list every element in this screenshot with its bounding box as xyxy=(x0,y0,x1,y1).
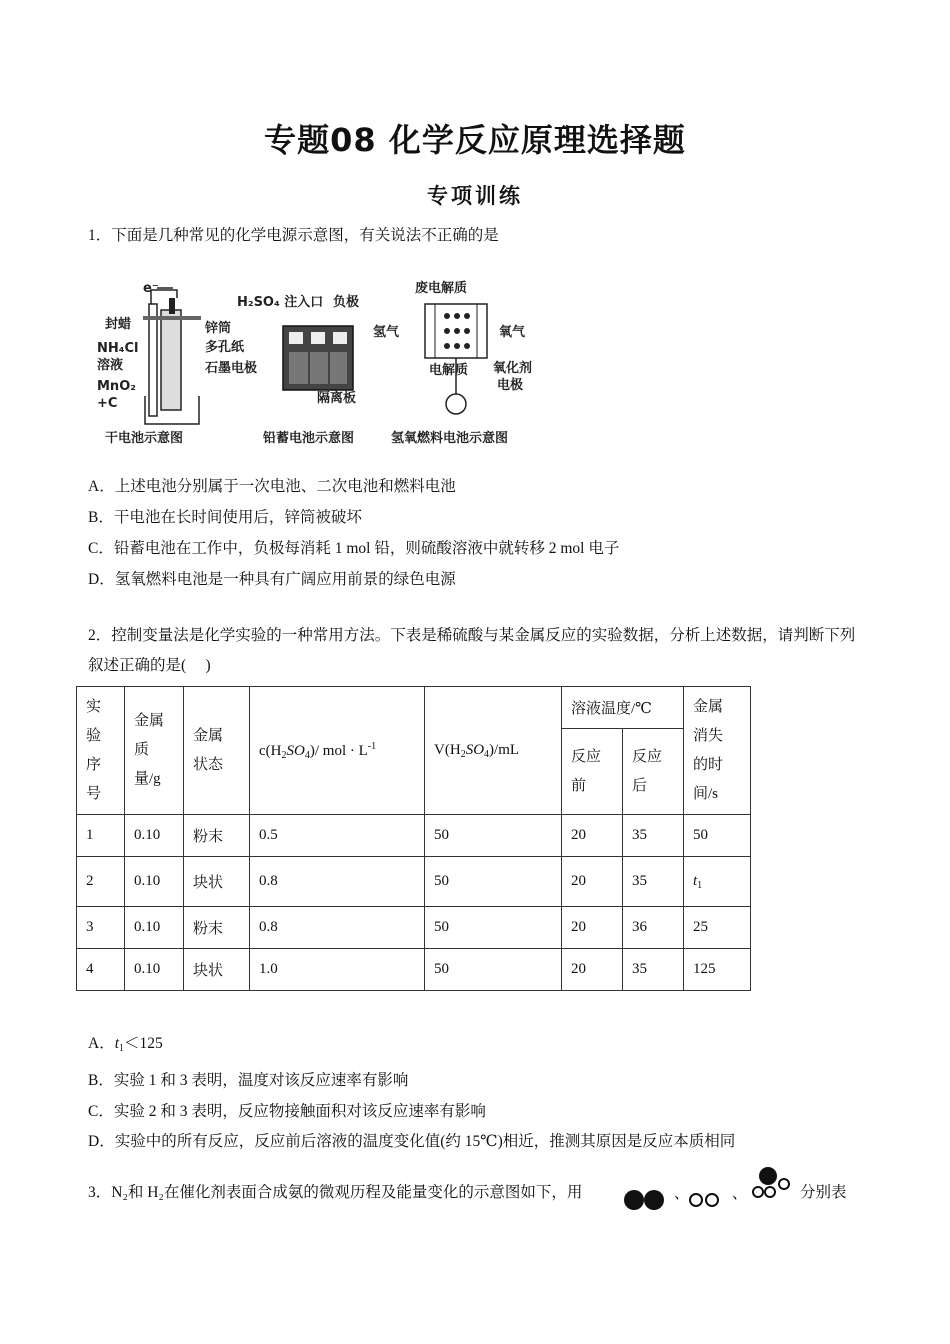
q2-option-a: A．$t_1<125$ xyxy=(88,1035,163,1054)
zinc-can-label: 锌筒 xyxy=(205,321,232,336)
electrolyte-label: 电解质 xyxy=(429,363,469,378)
header-after: 反应 后 xyxy=(623,729,684,815)
q3-stem: 3．N₂和 H₂在催化剂表面合成氨的微观历程及能量变化的示意图如下，用 xyxy=(88,1184,583,1201)
carbon-label: +C xyxy=(97,396,118,411)
q2-option-d: D．实验中的所有反应，反应前后溶液的温度变化值(约 15℃)相近，推测其原因是反应本质相同 xyxy=(88,1133,736,1150)
q2-option-b: B．实验 1 和 3 表明，温度对该反应速率有影响 xyxy=(88,1072,409,1089)
page-subtitle: 专项训练 xyxy=(427,184,523,208)
experiment-table xyxy=(76,686,751,991)
waste-electrolyte-label: 废电解质 xyxy=(415,281,468,296)
header-metal-state: 金属 状态 xyxy=(184,687,250,815)
header-before: 反应 前 xyxy=(562,729,623,815)
fuel-cell-caption: 氢氧燃料电池示意图 xyxy=(391,431,509,446)
header-disappear-time: 金属 消失 的时 间/s xyxy=(684,687,751,815)
mno2-label: MnO₂ xyxy=(97,379,136,394)
separator-1: 、 xyxy=(674,1186,690,1202)
table-row: 1 0.10 粉末 0.5 50 20 35 50 xyxy=(77,815,751,857)
header-experiment-no: 实 验 序 号 xyxy=(77,687,125,815)
q3-tail: 分别表 xyxy=(800,1184,847,1201)
oxidant-label: 氧化剂 xyxy=(493,361,533,376)
dry-cell-diagram xyxy=(97,281,257,446)
nh4cl-label: NH₄Cl xyxy=(97,341,139,356)
lead-cell-caption: 铅蓄电池示意图 xyxy=(263,431,355,446)
h2-molecule-icon xyxy=(690,1194,718,1206)
q1-stem: 1．下面是几种常见的化学电源示意图，有关说法不正确的是 xyxy=(88,227,499,244)
page-title: 专题08 化学反应原理选择题 xyxy=(264,121,686,159)
q2-stem: 2．控制变量法是化学实验的一种常用方法。下表是稀硫酸与某金属反应的实验数据，分析上述数据，请判断下列叙述正确的是( ) xyxy=(88,627,856,674)
nh3-molecule-icon xyxy=(753,1167,789,1197)
separator-label: 隔离板 xyxy=(317,391,357,406)
header-temperature: 溶液温度/℃ xyxy=(562,687,684,729)
table-header-row xyxy=(77,687,751,729)
electron-label: e⁻ xyxy=(143,281,159,296)
negative-pole-label: 负极 xyxy=(333,295,360,310)
h2so4-inlet-label: H₂SO₄ 注入口 xyxy=(237,295,324,310)
q1-option-c: C．铅蓄电池在工作中，负极每消耗 1 mol 铅，则硫酸溶液中就转移 2 mol 电子 xyxy=(88,540,620,557)
electrode-label: 电极 xyxy=(497,378,524,393)
table-row: 2 0.10 块状 0.8 50 20 35 $t_1$ xyxy=(77,857,751,907)
n2-molecule-icon xyxy=(624,1190,664,1210)
graphite-electrode-label: 石墨电极 xyxy=(205,361,258,376)
q1-option-a: A．上述电池分别属于一次电池、二次电池和燃料电池 xyxy=(88,478,456,495)
header-volume: $V(H_2SO_4)/mL$ xyxy=(425,687,562,815)
oxygen-label: 氧气 xyxy=(499,325,526,340)
header-metal-mass: 金属 质 量/g xyxy=(125,687,184,815)
q1-option-d: D．氢氧燃料电池是一种具有广阔应用前景的绿色电源 xyxy=(88,571,456,588)
porous-paper-label: 多孔纸 xyxy=(205,340,245,355)
battery-diagrams-figure xyxy=(95,276,555,452)
separator-2: 、 xyxy=(732,1186,748,1202)
seal-label: 封蜡 xyxy=(105,317,132,332)
header-concentration: $c(H_2SO_4)/$ mol · $L^{-1}$ xyxy=(250,687,425,815)
hydrogen-label: 氢气 xyxy=(373,325,400,340)
q2-option-c: C．实验 2 和 3 表明，反应物接触面积对该反应速率有影响 xyxy=(88,1103,486,1120)
q1-option-b: B．干电池在长时间使用后，锌筒被破坏 xyxy=(88,509,362,526)
molecule-icons xyxy=(620,1162,800,1218)
solution-label: 溶液 xyxy=(97,358,124,373)
table-row: 3 0.10 粉末 0.8 50 20 36 25 xyxy=(77,907,751,949)
table-row: 4 0.10 块状 1.0 50 20 35 125 xyxy=(77,949,751,991)
fuel-cell-diagram xyxy=(373,280,532,446)
dry-cell-caption: 干电池示意图 xyxy=(105,431,184,446)
